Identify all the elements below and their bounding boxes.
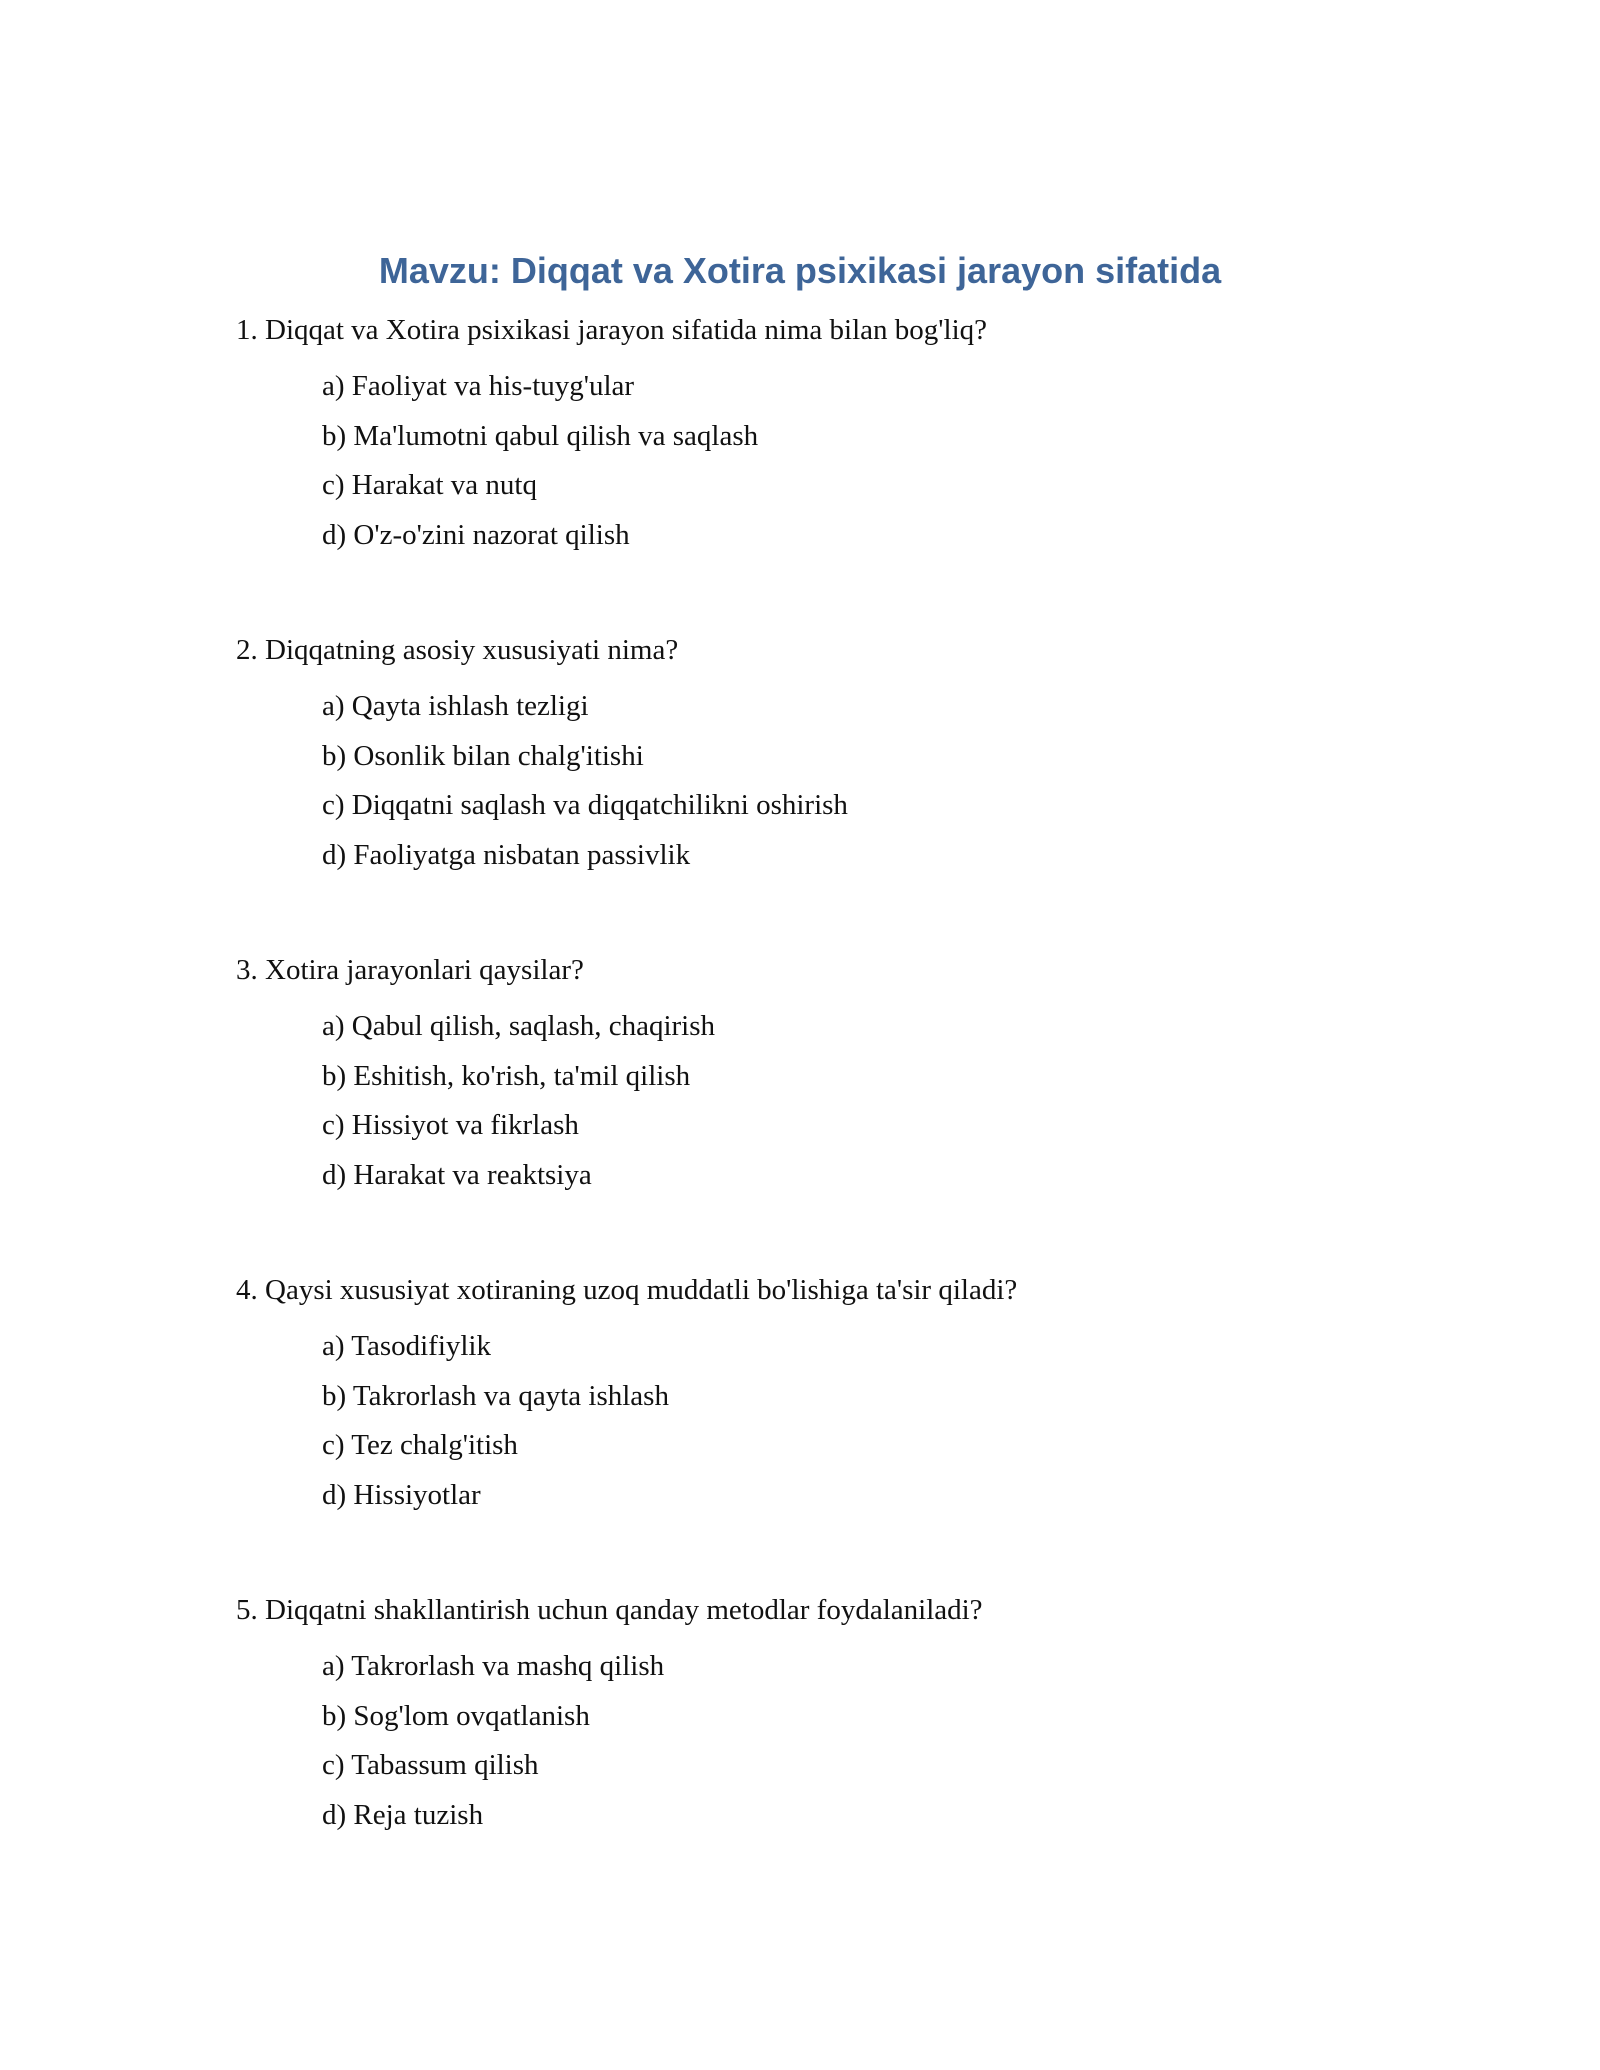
option-d: d) Faoliyatga nisbatan passivlik: [322, 838, 691, 871]
option-b: b) Takrorlash va qayta ishlash: [322, 1379, 669, 1412]
option-b: b) Ma'lumotni qabul qilish va saqlash: [322, 419, 759, 452]
option-c: c) Tez chalg'itish: [322, 1429, 518, 1461]
option-d: d) Harakat va reaktsiya: [322, 1158, 592, 1191]
question-1: [236, 310, 1436, 560]
question-text: 1. Diqqat va Xotira psixikasi jarayon sifatida nima bilan bog'liq?: [236, 314, 987, 346]
option-c: c) Harakat va nutq: [322, 469, 537, 501]
question-2: [236, 630, 1436, 880]
option-a: a) Tasodifiylik: [322, 1330, 491, 1362]
option-b: b) Eshitish, ko'rish, ta'mil qilish: [322, 1059, 691, 1092]
option-d: d) Hissiyotlar: [322, 1478, 481, 1511]
question-text: 5. Diqqatni shakllantirish uchun qanday metodlar foydalaniladi?: [236, 1594, 983, 1626]
question-text: 3. Xotira jarayonlari qaysilar?: [236, 954, 584, 986]
option-a: a) Faoliyat va his-tuyg'ular: [322, 370, 635, 402]
option-c: c) Tabassum qilish: [322, 1749, 539, 1781]
option-a: a) Qayta ishlash tezligi: [322, 690, 589, 722]
option-list: [322, 1642, 1436, 1840]
option-list: [322, 682, 1436, 880]
option-d: d) Reja tuzish: [322, 1798, 484, 1831]
option-c: c) Hissiyot va fikrlash: [322, 1109, 579, 1141]
option-d: d) O'z-o'zini nazorat qilish: [322, 518, 630, 551]
option-a: a) Takrorlash va mashq qilish: [322, 1650, 665, 1682]
question-text: 2. Diqqatning asosiy xususiyati nima?: [236, 634, 679, 666]
question-list: [236, 310, 1436, 1910]
question-5: [236, 1590, 1436, 1840]
option-list: [322, 1002, 1436, 1200]
option-a: a) Qabul qilish, saqlash, chaqirish: [322, 1010, 716, 1042]
document-title: Mavzu: Diqqat va Xotira psixikasi jarayon sifatida: [378, 250, 1222, 291]
option-c: c) Diqqatni saqlash va diqqatchilikni oshirish: [322, 789, 848, 821]
option-b: b) Sog'lom ovqatlanish: [322, 1699, 590, 1732]
question-4: [236, 1270, 1436, 1520]
option-list: [322, 362, 1436, 560]
question-text: 4. Qaysi xususiyat xotiraning uzoq muddatli bo'lishiga ta'sir qiladi?: [236, 1274, 1018, 1306]
option-list: [322, 1322, 1436, 1520]
question-3: [236, 950, 1436, 1200]
option-b: b) Osonlik bilan chalg'itishi: [322, 739, 644, 772]
